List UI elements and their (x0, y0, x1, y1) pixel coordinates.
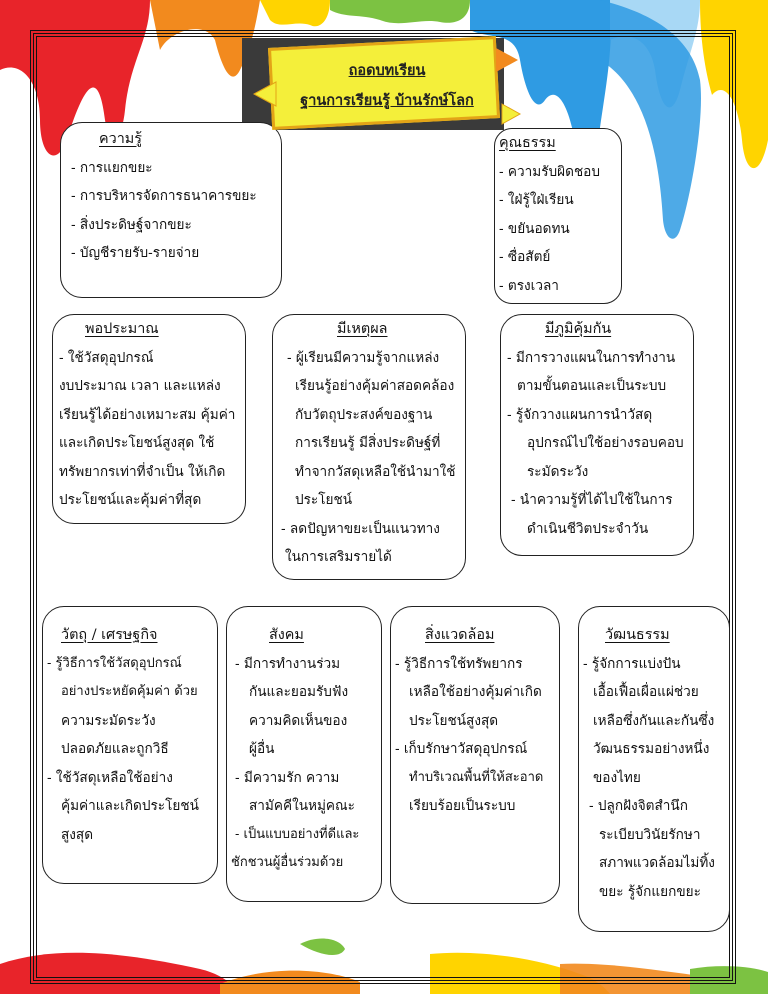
economy-item: - ใช้วัสดุเหลือใช้อย่าง (47, 769, 173, 786)
reasonableness-heading: มีเหตุผล (337, 321, 388, 337)
reasonableness-item: กับวัตถุประสงค์ของฐาน (295, 406, 433, 423)
society-item: ชักชวนผู้อื่นร่วมด้วย (231, 855, 344, 870)
environment-heading: สิ่งแวดล้อม (425, 627, 495, 643)
knowledge-box (60, 122, 282, 298)
immunity-item: ระมัดระวัง (527, 463, 589, 480)
culture-item: - ปลูกฝังจิตสำนึก (589, 798, 688, 814)
morality-box (494, 128, 622, 304)
knowledge-heading: ความรู้ (99, 131, 143, 147)
culture-item: วัฒนธรรมอย่างหนึ่ง (593, 741, 710, 757)
knowledge-item: - สิ่งประดิษฐ์จากขยะ (71, 216, 192, 233)
immunity-heading: มีภูมิคุ้มกัน (545, 321, 612, 337)
economy-item: ความระมัดระวัง (61, 712, 156, 729)
reasonableness-box (272, 314, 466, 580)
immunity-item: ดำเนินชีวิตประจำวัน (527, 520, 649, 537)
moderation-box (52, 314, 246, 524)
environment-item: - รู้วิธีการใช้ทรัพยากร (395, 655, 523, 672)
society-item: - มีความรัก ความ (235, 769, 340, 786)
society-item: ผู้อื่น (249, 741, 275, 757)
culture-item: เอื้อเฟื้อเผื่อแผ่ช่วย (593, 684, 699, 700)
immunity-item: - มีการวางแผนในการทำงาน (507, 349, 676, 366)
immunity-item: - รู้จักวางแผนการนำวัสดุ (507, 406, 653, 423)
moderation-heading: พอประมาณ (85, 321, 159, 337)
culture-item: เหลือซึ่งกันและกันซึ่ง (593, 712, 715, 729)
culture-item: สภาพแวดล้อมไม่ทิ้ง (599, 855, 715, 871)
society-item: กันและยอมรับฟัง (249, 684, 349, 700)
environment-item: - เก็บรักษาวัสดุอุปกรณ์ (395, 741, 528, 757)
economy-item: ปลอดภัยและถูกวิธี (61, 741, 169, 757)
economy-heading: วัตถุ / เศรษฐกิจ (61, 627, 158, 643)
reasonableness-item: การเรียนรู้ มีสิ่งประดิษฐ์ที่ (295, 435, 441, 451)
morality-item: - ตรงเวลา (499, 277, 559, 294)
society-item: - มีการทำงานร่วม (235, 655, 341, 672)
immunity-box (500, 314, 694, 556)
society-item: ความคิดเห็นของ (249, 712, 348, 729)
moderation-item: ทรัพยากรเท่าที่จำเป็น ให้เกิด (59, 463, 226, 480)
morality-item: - ซื่อสัตย์ (499, 249, 551, 265)
moderation-item: งบประมาณ เวลา และแหล่ง (59, 378, 221, 394)
knowledge-item: - บัญชีรายรับ-รายจ่าย (71, 245, 200, 261)
economy-box (42, 606, 218, 884)
title-line-2: ฐานการเรียนรู้ บ้านรักษ์โลก (300, 92, 474, 109)
reasonableness-item: เรียนรู้อย่างคุ้มค่าสอดคล้อง (295, 378, 455, 394)
society-heading: สังคม (269, 627, 304, 643)
reasonableness-item: ประโยชน์ (295, 492, 353, 508)
reasonableness-item: - ผู้เรียนมีความรู้จากแหล่ง (287, 349, 440, 366)
moderation-item: - ใช้วัสดุอุปกรณ์ (59, 349, 154, 366)
society-item: - เป็นแบบอย่างที่ดีและ (235, 826, 360, 842)
culture-item: ของไทย (593, 769, 641, 786)
economy-item: สูงสุด (61, 826, 94, 843)
title-line-1: ถอดบทเรียน (348, 62, 426, 79)
reasonableness-item: - ลดปัญหาขยะเป็นแนวทาง (281, 520, 440, 537)
morality-item: - ขยันอดทน (499, 220, 570, 237)
morality-item: - ใฝ่รู้ใฝ่เรียน (499, 192, 574, 208)
immunity-item: ตามขั้นตอนและเป็นระบบ (517, 378, 667, 394)
culture-box (578, 606, 730, 932)
culture-heading: วัฒนธรรม (605, 627, 670, 643)
reasonableness-item: ในการเสริมรายได้ (285, 549, 392, 565)
culture-item: ขยะ รู้จักแยกขยะ (599, 883, 701, 900)
environment-item: ประโยชน์สูงสุด (409, 712, 499, 729)
environment-item: เรียบร้อยเป็นระบบ (409, 798, 516, 814)
culture-item: ระเบียบวินัยรักษา (599, 826, 701, 843)
moderation-item: ประโยชน์และคุ้มค่าที่สุด (59, 492, 202, 508)
moderation-item: เรียนรู้ได้อย่างเหมาะสม คุ้มค่า (59, 406, 236, 423)
reasonableness-item: ทำจากวัสดุเหลือใช้นำมาใช้ (295, 463, 456, 480)
society-item: สามัคคีในหมู่คณะ (249, 798, 355, 814)
knowledge-item: - การบริหารจัดการธนาคารขยะ (71, 188, 257, 204)
environment-box (390, 606, 560, 904)
economy-item: - รู้วิธีการใช้วัสดุอุปกรณ์ (47, 655, 182, 671)
economy-item: คุ้มค่าและเกิดประโยชน์ (61, 798, 199, 814)
morality-heading: คุณธรรม (499, 135, 556, 151)
morality-item: - ความรับผิดชอบ (499, 163, 600, 180)
knowledge-item: - การแยกขยะ (71, 159, 153, 176)
page-title (262, 56, 512, 116)
society-box (226, 606, 382, 902)
moderation-item: และเกิดประโยชน์สูงสุด ใช้ (59, 435, 215, 451)
economy-item: อย่างประหยัดคุ้มค่า ด้วย (61, 684, 198, 699)
culture-item: - รู้จักการแบ่งปัน (583, 655, 681, 672)
environment-item: เหลือใช้อย่างคุ้มค่าเกิด (409, 684, 542, 700)
environment-item: ทำบริเวณพื้นที่ให้สะอาด (409, 769, 544, 785)
immunity-item: - นำความรู้ที่ได้ไปใช้ในการ (511, 492, 673, 508)
immunity-item: อุปกรณ์ไปใช้อย่างรอบคอบ (527, 435, 684, 451)
